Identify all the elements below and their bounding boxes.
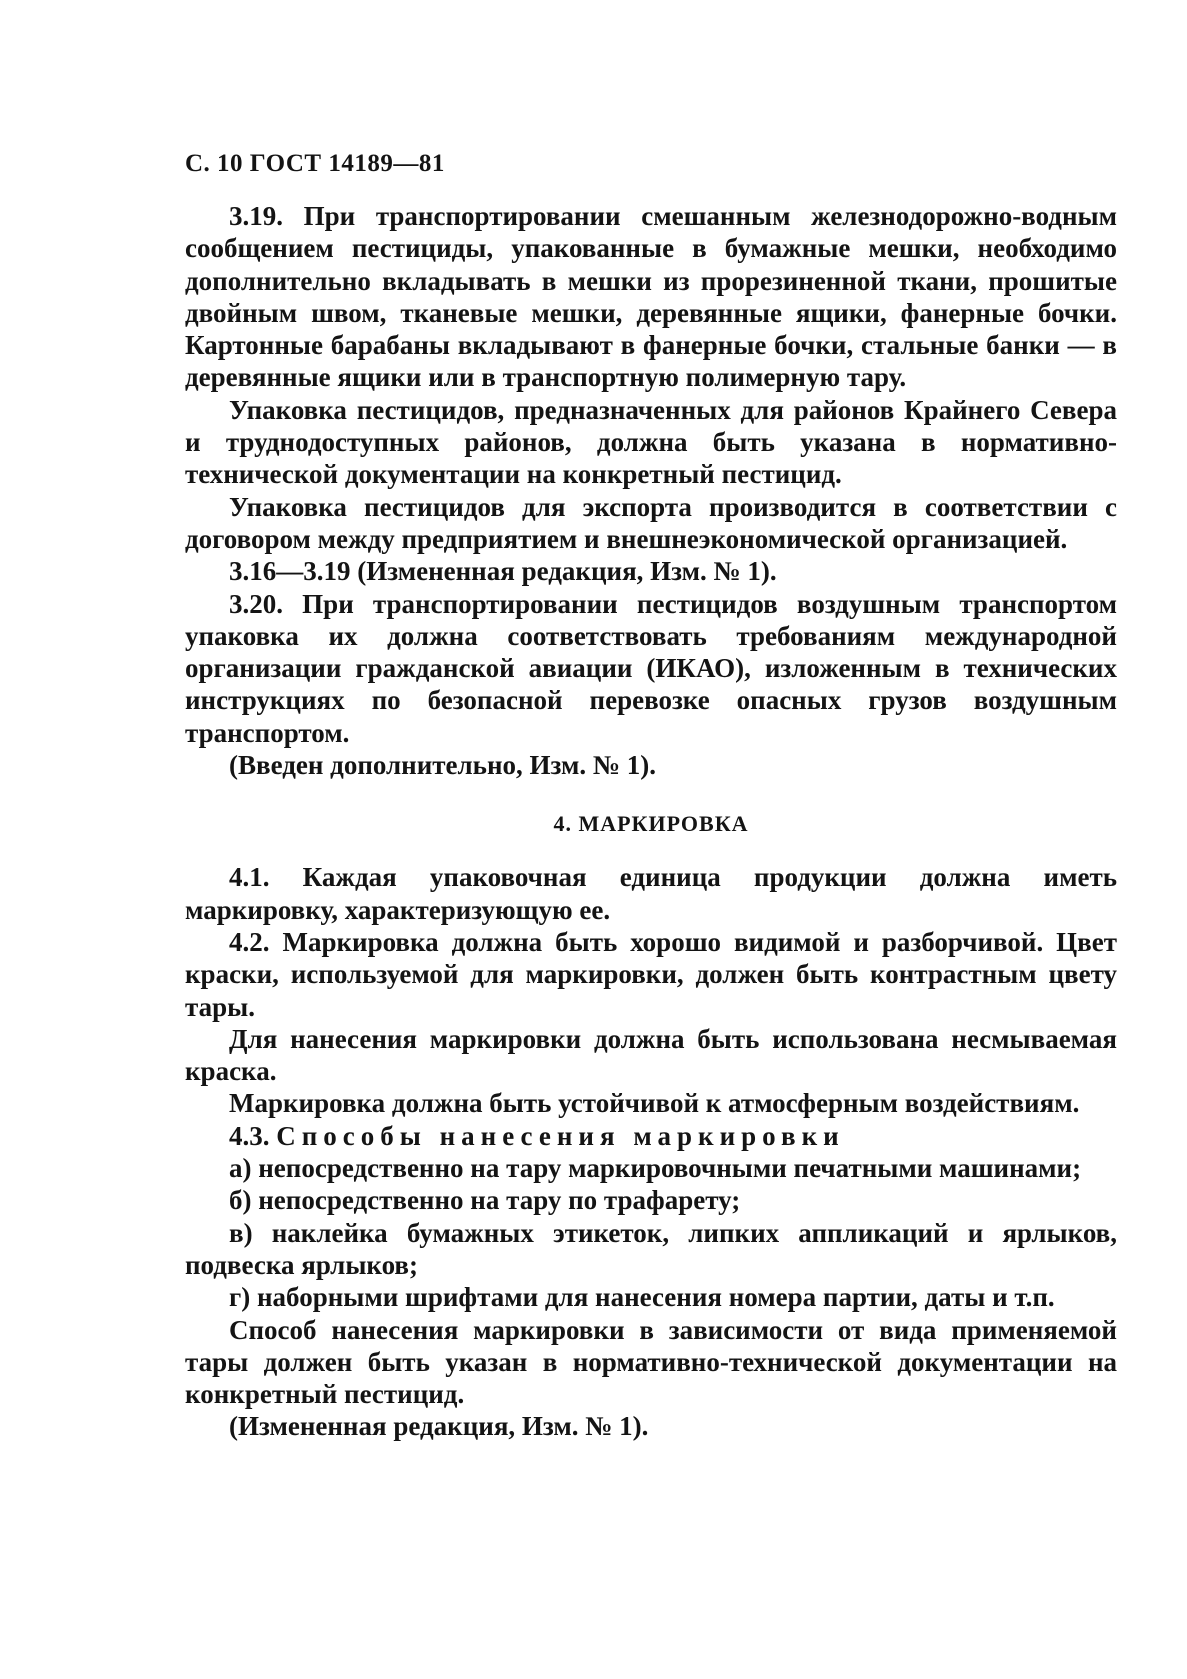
- document-page: [185, 150, 1117, 1443]
- amendment-note-4-3: (Измененная редакция, Изм. № 1).: [229, 1411, 649, 1442]
- paragraph-3-19: 3.19. При транспортировании смешанным железнодорожно-водным сообщением пестициды, упакованные в бумажные мешки, необходимо дополнительно вкладывать в мешки из прорезиненной ткани, прошитые двойным швом, тканевые мешки, деревянные ящики, фанерные бочки. Картонные барабаны вкладывают в фанерные бочки, стальные банки — в деревянные ящики или в транспортную полимерную тару.: [185, 201, 1117, 393]
- list-item-g: г) наборными шрифтами для нанесения номера партии, даты и т.п.: [229, 1282, 1055, 1313]
- paragraph-weather-resistance: Маркировка должна быть устойчивой к атмосферным воздействиям.: [229, 1088, 1080, 1119]
- paragraph-4-3-title: Способы нанесения маркировки: [276, 1120, 845, 1151]
- paragraph-4-3-number: 4.3.: [229, 1120, 270, 1151]
- amendment-note-3-16-3-19: 3.16—3.19 (Измененная редакция, Изм. № 1).: [229, 556, 777, 587]
- section-title-marking: 4. МАРКИРОВКА: [553, 811, 749, 837]
- page-header: С. 10 ГОСТ 14189—81: [185, 150, 445, 177]
- paragraph-4-2: 4.2. Маркировка должна быть хорошо видимой и разборчивой. Цвет краски, используемой для маркировки, должен быть контрастным цвету тары.: [185, 926, 1117, 1022]
- list-item-b: б) непосредственно на тару по трафарету;: [229, 1185, 741, 1216]
- paragraph-export-packaging: Упаковка пестицидов для экспорта производится в соответствии с договором между предприятием и внешнеэкономической организацией.: [185, 491, 1117, 554]
- paragraph-far-north-packaging: Упаковка пестицидов, предназначенных для районов Крайнего Севера и труднодоступных районов, должна быть указана в нормативно-технической документации на конкретный пестицид.: [185, 394, 1117, 490]
- paragraph-indelible-paint: Для нанесения маркировки должна быть использована несмываемая краска.: [185, 1023, 1117, 1087]
- list-item-v: в) наклейка бумажных этикеток, липких аппликаций и ярлыков, подвеска ярлыков;: [185, 1217, 1117, 1280]
- amendment-note-3-20: (Введен дополнительно, Изм. № 1).: [229, 750, 656, 781]
- paragraph-marking-method: Способ нанесения маркировки в зависимости от вида применяемой тары должен быть указан в нормативно-технической документации на конкретный пестицид.: [185, 1314, 1117, 1410]
- paragraph-4-3-heading: [185, 1120, 1117, 1152]
- list-item-a: а) непосредственно на тару маркировочными печатными машинами;: [229, 1153, 1082, 1184]
- paragraph-4-1: 4.1. Каждая упаковочная единица продукции должна иметь маркировку, характеризующую ее.: [185, 862, 1117, 925]
- paragraph-3-20: 3.20. При транспортировании пестицидов воздушным транспортом упаковка их должна соответствовать требованиям международной организации гражданской авиации (ИКАО), изложенным в технических инструкциях по безопасной перевозке опасных грузов воздушным транспортом.: [185, 588, 1117, 748]
